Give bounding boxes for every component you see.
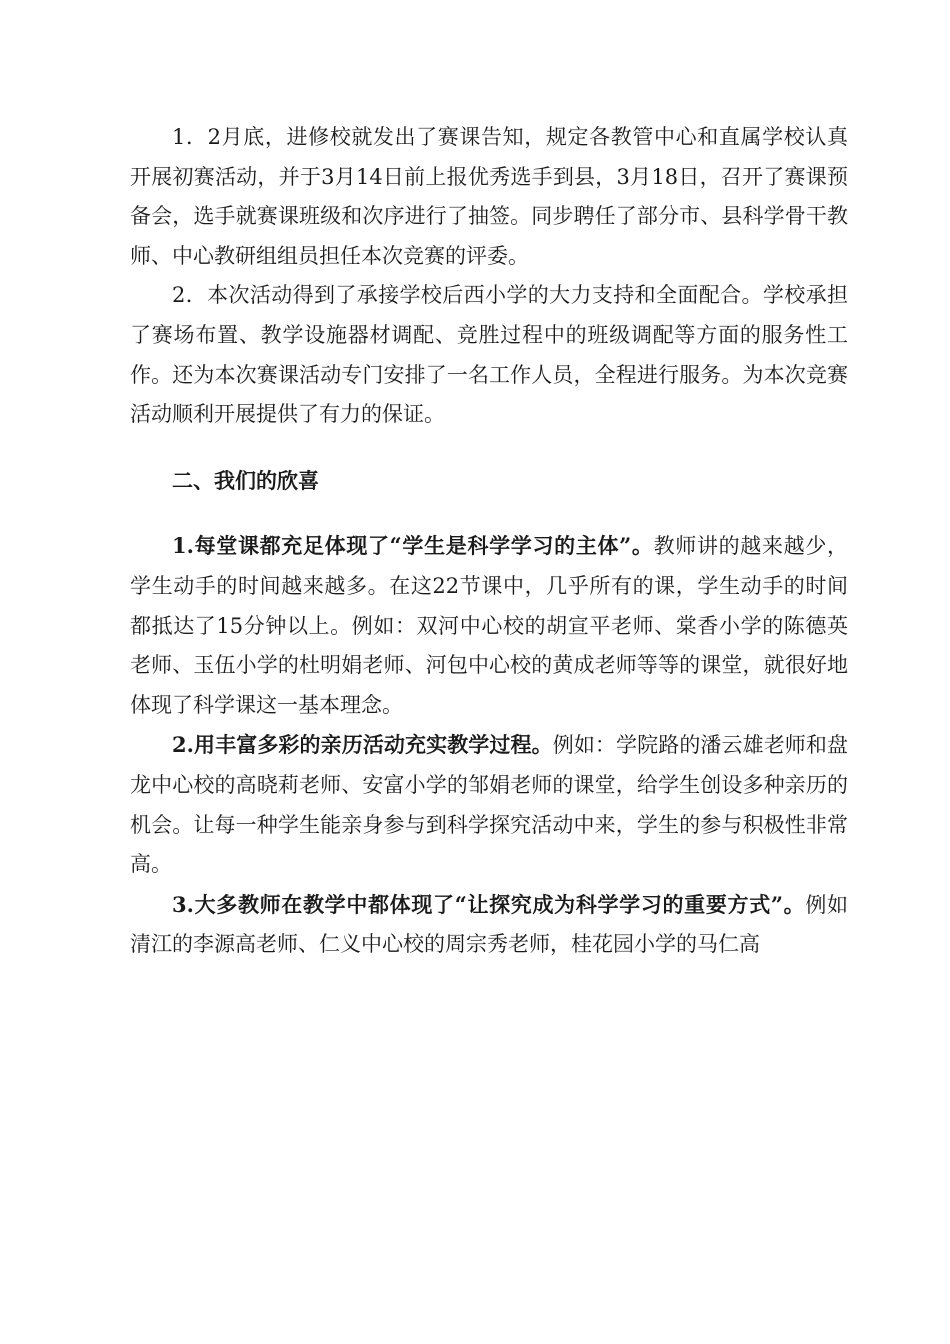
section-heading-our-joys: 二、我们的欣喜 <box>172 467 319 493</box>
joy-item-2 <box>130 725 848 884</box>
joy-item-3 <box>130 885 848 965</box>
joy-item-3-body: 例如清江的李源高老师、仁义中心校的周宗秀老师，桂花园小学的马仁高 <box>130 892 848 957</box>
joy-item-2-title: 2.用丰富多彩的亲历活动充实教学过程。 <box>172 732 553 758</box>
document-page <box>130 118 848 965</box>
joy-item-1-title: 1.每堂课都充足体现了“学生是科学学习的主体”。 <box>172 533 654 559</box>
joy-item-2-body: 例如：学院路的潘云雄老师和盘龙中心校的高晓莉老师、安富小学的邹娟老师的课堂，给学生创设多种亲历的机会。让每一种学生能亲身参与到科学探究活动中来，学生的参与积极性非常高。 <box>130 733 849 877</box>
joy-item-1 <box>130 526 848 725</box>
paragraph-preparation: 1．2月底，进修校就发出了赛课告知，规定各教管中心和直属学校认真开展初赛活动，并于3月14日前上报优秀选手到县，3月18日，召开了赛课预备会，选手就赛课班级和次序进行了抽签。同步聘任了部分市、县科学骨干教师、中心教研组组员担任本次竞赛的评委。 <box>130 125 848 268</box>
joy-item-3-title: 3.大多教师在教学中都体现了“让探究成为科学学习的重要方式”。 <box>172 891 806 917</box>
paragraph-host-school-support: 2．本次活动得到了承接学校后西小学的大力支持和全面配合。学校承担了赛场布置、教学设施器材调配、竞胜过程中的班级调配等方面的服务性工作。还为本次赛课活动专门安排了一名工作人员，全程进行服务。为本次竞赛活动顺利开展提供了有力的保证。 <box>130 283 848 427</box>
joy-item-1-body: 教师讲的越来越少，学生动手的时间越来越多。在这22节课中，几乎所有的课，学生动手的时间都抵达了15分钟以上。例如：双河中心校的胡宣平老师、棠香小学的陈德英老师、玉伍小学的杜明娟老师、河包中心校的黄成老师等等的课堂，就很好地体现了科学课这一基本理念。 <box>130 534 848 717</box>
